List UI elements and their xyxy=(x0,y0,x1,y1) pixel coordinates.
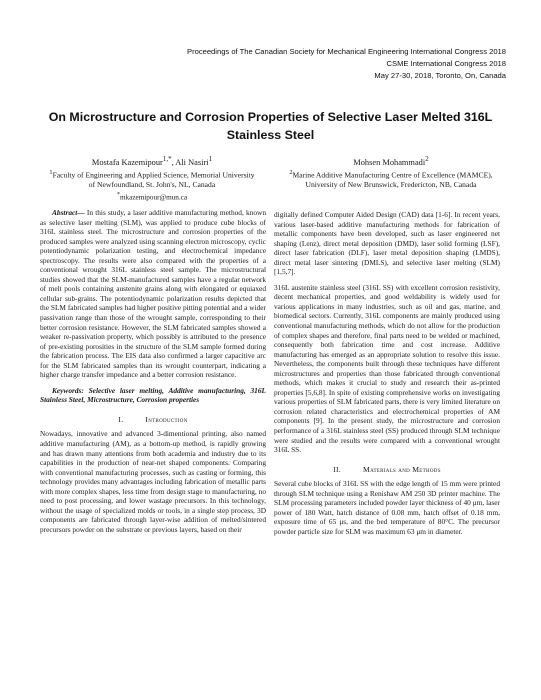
title-line-2: Stainless Steel xyxy=(226,127,315,142)
left-column xyxy=(40,208,266,541)
right-column xyxy=(274,210,500,543)
materials-paragraph: Several cube blocks of 316L SS with the edge length of 15 mm were printed through SLM technique using a Renishaw AM 250 3D printer machine. The SLM processing parameters included powder layer thickness of 40 μm, laser power of 180 Watt, hatch distance of 0.08 mm, hatch offset of 0.18 mm, exposure time of 65 μs, and the bed temperature of 80°C. The precursor powder particle size for SLM was maximum 63 μm in diameter. xyxy=(274,479,500,536)
abstract-label: Abstract xyxy=(52,208,78,217)
author-name-right: Mohsen Mohammadi$^2$ xyxy=(353,155,429,167)
author-names-left: Mostafa Kazemipour$^{1,*}$, Ali Nasiri$^1$ xyxy=(91,155,213,167)
abstract-text: In this study, a laser additive manufacturing method, known as selective laser melting (SLM), was applied to produce cube blocks of 316L stainless steel. The microstructure and corrosion properties of the produced samples were analyzed using scanning electron microscopy, cyclic potentiodynamic polarization testing, and electrochemical impedance spectroscopy. The results were also compared with the properties of a conventional wrought 316L stainless steel sample. The microstructural studies showed that the SLM-manufactured samples have a regular network of melt pools containing austenite grains along with elongated or equiaxed cellular sub-grains. The potentiodynamic polarization results depicted that the SLM fabricated samples had higher positive pitting potential and a wider passivation range than those of the wrought sample, corresponding to their better corrosion resistance. However, the SLM fabricated samples showed a weaker re-passivation property, which possibly is attributed to the presence of pre-existing porosities in the structure of the SLM sample formed during the fabrication process. The EIS data also confirmed a larger capacitive arc for the SLM fabricated samples than its wrought counterpart, indicating a higher charge transfer impedance and a better corrosion resistance. xyxy=(40,208,266,380)
author-block-left xyxy=(46,154,258,203)
author-email[interactable]: *mkazemipour@mun.ca xyxy=(116,192,188,202)
paper-title xyxy=(40,109,501,144)
affiliation-right: $^2$Marine Additive Manufacturing Centre of Excellence (MAMCE), University of New Brunswick, Fredericton, NB, Canada xyxy=(289,168,493,190)
right-paragraph-1: digitally defined Computer Aided Design (CAD) data [1-6]. In recent years, various laser-based additive manufacturing methods for fabrication of metallic components have been developed, such as laser engineered net shaping (Lenz), direct metal deposition (DMD), laser solid forming (LSF), direct laser fabrication (DLF), laser metal deposition shaping (LMDS), direct metal laser sintering (DMLS), and selective laser melting (SLM) [1,5,7]. xyxy=(274,210,500,277)
affiliation-left: $^1$Faculty of Engineering and Applied Science, Memorial University of Newfoundland, St. John's, NL, Canada xyxy=(49,168,255,190)
section-heading-materials: II. Materials and Methods xyxy=(333,464,441,474)
header-dates: May 27-30, 2018, Toronto, On, Canada xyxy=(374,71,506,80)
keywords-text: : Selective laser melting, Additive manufacturing, 316L Stainless Steel, Microstructure, Corrosion properties xyxy=(40,385,266,405)
title-line-1: On Microstructure and Corrosion Properties of Selective Laser Melted 316L xyxy=(48,110,493,124)
header-congress: CSME International Congress 2018 xyxy=(386,59,506,68)
right-paragraph-2: 316L austenite stainless steel (316L SS) with excellent corrosion resistivity, decent mechanical properties, and good weldability is widely used for various applications in many industries, such as oil and gas, marine, and biomedical sectors. Currently, 316L components are mainly produced using conventional manufacturing methods, which do not allow for the production of complex shapes and therefore, final parts need to be welded or machined, consequently both fabrication time and cost increase. Additive manufacturing has emerged as an appropriate solution to resolve this issue. Nevertheless, the components built through these techniques have different microstructures and properties than those fabricated through conventional methods, which makes it crucial to study and research their as-printed properties [5,6,8]. In spite of existing comprehensive works on investigating various properties of SLM fabricated parts, there is very limited literature on corrosion related characteristics and electrochemical properties of AM components [9]. In the present study, the microstructure and corrosion performance of a 316L stainless steel (SS) produced through SLM technique were studied and the results were compared with a conventional wrought 316L SS. xyxy=(274,282,500,455)
author-block-right xyxy=(289,154,493,190)
header-proceedings: Proceedings of The Canadian Society for Mechanical Engineering International Congress 2018 xyxy=(187,47,506,56)
conference-header xyxy=(187,46,506,82)
keywords xyxy=(40,386,266,405)
introduction-paragraph: Nowadays, innovative and advanced 3-dimentional printing, also named additive manufacturing (AM), as a bottom-up method, is rapidly growing and has drawn many attentions from both academia and industry due to its capabilities in the production of near-net shaped components. Comparing with conventional manufacturing processes, such as casting or forming, this technology provides many advantages including fabrication of metallic parts with more complex shapes, less time from design stage to manufacturing, no need to post processing, and lower wastage precursors. In this technology, without the usage of specialized molds or tools, in a single step process, 3D components are fabricated through layer-wise addition of melted/sintered precursors powder on the substrate or previous layers, based on their xyxy=(40,429,266,534)
section-heading-introduction: I. Introduction xyxy=(118,414,188,424)
keywords-label: Keywords xyxy=(52,385,82,395)
abstract: Abstract— In this study, a laser additive manufacturing method, known as selective laser melting (SLM), was applied to produce cube blocks of 316L stainless steel. The microstructure and corrosion properties of the produced samples were analyzed using scanning electron microscopy, cyclic potentiodynamic polarization testing, and electrochemical impedance spectroscopy. The results were also compared with the properties of a conventional wrought 316L stainless steel sample. The microstructural studies showed that the SLM-manufactured samples have a regular network of melt pools containing austenite grains along with elongated or equiaxed cellular sub-grains. The potentiodynamic polarization results depicted that the SLM fabricated samples had higher positive pitting potential and a wider passivation range than those of the wrought sample, corresponding to their better corrosion resistance. However, the SLM fabricated samples showed a weaker re-passivation property, which possibly is attributed to the presence of pre-existing porosities in the structure of the SLM sample formed during the fabrication process. The EIS data also confirmed a larger capacitive arc for the SLM fabricated samples than its wrought counterpart, indicating a higher charge transfer impedance and a better corrosion resistance. xyxy=(40,208,266,380)
